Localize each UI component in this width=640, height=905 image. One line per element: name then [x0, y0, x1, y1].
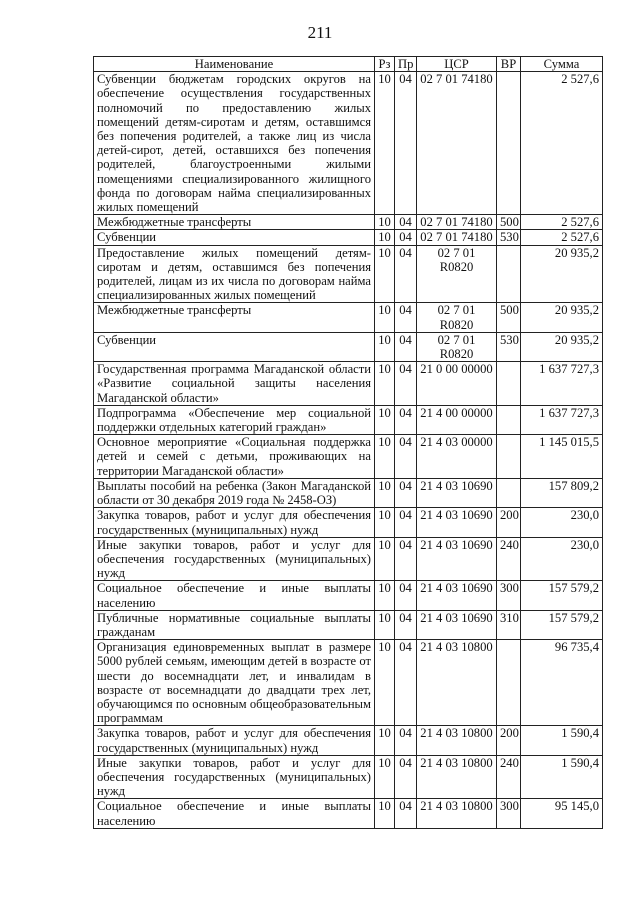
row-csr: 21 4 03 10800 [417, 640, 497, 726]
row-pr: 04 [395, 478, 417, 507]
row-csr: 21 4 03 10690 [417, 508, 497, 537]
row-sum: 230,0 [521, 537, 603, 581]
row-pr: 04 [395, 362, 417, 406]
row-pr: 04 [395, 435, 417, 479]
table-row [94, 72, 603, 215]
header-pr: Пр [395, 57, 417, 72]
row-name: Организация единовременных выплат в размере 5000 рублей семьям, имеющим детей в возрасте от шести до восемнадцати лет, и инвалидам в возрасте от восемнадцати до двадцати трех лет, обучающимся по основным общеобразовательным программам [94, 640, 375, 726]
row-sum: 2 527,6 [521, 230, 603, 245]
row-pr: 04 [395, 581, 417, 610]
row-csr: 21 4 03 10690 [417, 610, 497, 639]
row-sum: 20 935,2 [521, 303, 603, 332]
row-rz: 10 [375, 230, 395, 245]
row-vr [497, 478, 521, 507]
row-pr: 04 [395, 405, 417, 434]
row-csr: 02 7 01 74180 [417, 72, 497, 215]
row-pr: 04 [395, 755, 417, 799]
table-row [94, 332, 603, 361]
row-rz: 10 [375, 799, 395, 828]
table-row [94, 755, 603, 799]
row-vr [497, 435, 521, 479]
row-pr: 04 [395, 215, 417, 230]
header-rz: Рз [375, 57, 395, 72]
table-row [94, 405, 603, 434]
row-vr [497, 362, 521, 406]
row-pr: 04 [395, 610, 417, 639]
row-vr: 200 [497, 726, 521, 755]
row-csr: 21 0 00 00000 [417, 362, 497, 406]
row-name: Субвенции [94, 230, 375, 245]
page-number: 211 [307, 23, 333, 42]
row-pr: 04 [395, 508, 417, 537]
row-sum: 1 637 727,3 [521, 362, 603, 406]
table-row [94, 230, 603, 245]
row-sum: 1 145 015,5 [521, 435, 603, 479]
row-rz: 10 [375, 726, 395, 755]
row-vr: 500 [497, 215, 521, 230]
row-name: Иные закупки товаров, работ и услуг для обеспечения государственных (муниципальных) нужд [94, 755, 375, 799]
row-pr: 04 [395, 245, 417, 303]
row-sum: 157 579,2 [521, 610, 603, 639]
table-row [94, 303, 603, 332]
table-row [94, 215, 603, 230]
row-rz: 10 [375, 405, 395, 434]
row-pr: 04 [395, 332, 417, 361]
row-vr: 300 [497, 581, 521, 610]
row-pr: 04 [395, 640, 417, 726]
table-row [94, 245, 603, 303]
row-sum: 96 735,4 [521, 640, 603, 726]
row-rz: 10 [375, 508, 395, 537]
row-rz: 10 [375, 332, 395, 361]
row-vr: 310 [497, 610, 521, 639]
row-name: Закупка товаров, работ и услуг для обеспечения государственных (муниципальных) нужд [94, 508, 375, 537]
row-rz: 10 [375, 362, 395, 406]
row-csr: 21 4 03 10690 [417, 581, 497, 610]
row-sum: 2 527,6 [521, 215, 603, 230]
row-sum: 1 590,4 [521, 755, 603, 799]
row-csr: 02 7 01 R0820 [417, 303, 497, 332]
row-pr: 04 [395, 537, 417, 581]
row-rz: 10 [375, 581, 395, 610]
table-row [94, 640, 603, 726]
row-sum: 95 145,0 [521, 799, 603, 828]
row-csr: 21 4 03 10800 [417, 726, 497, 755]
row-vr [497, 405, 521, 434]
row-csr: 02 7 01 R0820 [417, 245, 497, 303]
row-vr: 530 [497, 230, 521, 245]
row-name: Предоставление жилых помещений детям-сиротам и детям, оставшимся без попечения родителей, лицам из их числа по договорам найма специализированных жилых помещений [94, 245, 375, 303]
header-vr: ВР [497, 57, 521, 72]
row-csr: 21 4 03 10800 [417, 799, 497, 828]
row-name: Публичные нормативные социальные выплаты гражданам [94, 610, 375, 639]
row-rz: 10 [375, 72, 395, 215]
table-row [94, 362, 603, 406]
row-vr [497, 72, 521, 215]
row-rz: 10 [375, 215, 395, 230]
header-name: Наименование [94, 57, 375, 72]
row-sum: 1 590,4 [521, 726, 603, 755]
row-rz: 10 [375, 478, 395, 507]
row-vr: 240 [497, 755, 521, 799]
row-sum: 1 637 727,3 [521, 405, 603, 434]
table-row [94, 799, 603, 828]
row-csr: 21 4 03 10690 [417, 537, 497, 581]
row-name: Социальное обеспечение и иные выплаты населению [94, 799, 375, 828]
row-name: Закупка товаров, работ и услуг для обеспечения государственных (муниципальных) нужд [94, 726, 375, 755]
row-rz: 10 [375, 640, 395, 726]
row-sum: 2 527,6 [521, 72, 603, 215]
row-name: Социальное обеспечение и иные выплаты населению [94, 581, 375, 610]
row-vr [497, 245, 521, 303]
row-csr: 21 4 00 00000 [417, 405, 497, 434]
row-name: Субвенции бюджетам городских округов на обеспечение осуществления государственных полномочий по предоставлению жилых помещений детям-сиротам и детям, оставшимся без попечения родителей, а также лиц из числа детей-сирот, детей, оставшихся без попечения родителей, благоустроенными жилыми помещениями специализированного жилищного фонда по договорам найма специализированных жилых помещений [94, 72, 375, 215]
row-sum: 157 809,2 [521, 478, 603, 507]
row-csr: 02 7 01 74180 [417, 215, 497, 230]
row-name: Подпрограмма «Обеспечение мер социальной поддержки отдельных категорий граждан» [94, 405, 375, 434]
table-row [94, 610, 603, 639]
row-rz: 10 [375, 303, 395, 332]
row-csr: 02 7 01 R0820 [417, 332, 497, 361]
row-csr: 21 4 03 10800 [417, 755, 497, 799]
row-name: Межбюджетные трансферты [94, 303, 375, 332]
row-sum: 20 935,2 [521, 245, 603, 303]
table-row [94, 537, 603, 581]
row-pr: 04 [395, 726, 417, 755]
table-header-row [94, 57, 603, 72]
row-rz: 10 [375, 755, 395, 799]
budget-table [93, 56, 603, 829]
table-row [94, 581, 603, 610]
row-vr: 240 [497, 537, 521, 581]
row-csr: 21 4 03 10690 [417, 478, 497, 507]
row-pr: 04 [395, 799, 417, 828]
row-pr: 04 [395, 230, 417, 245]
header-csr: ЦСР [417, 57, 497, 72]
row-rz: 10 [375, 245, 395, 303]
row-name: Выплаты пособий на ребенка (Закон Магаданской области от 30 декабря 2019 года № 2458-ОЗ) [94, 478, 375, 507]
row-name: Государственная программа Магаданской области «Развитие социальной защиты населения Магаданской области» [94, 362, 375, 406]
row-csr: 21 4 03 00000 [417, 435, 497, 479]
row-pr: 04 [395, 72, 417, 215]
row-name: Межбюджетные трансферты [94, 215, 375, 230]
row-name: Субвенции [94, 332, 375, 361]
table-row [94, 435, 603, 479]
row-pr: 04 [395, 303, 417, 332]
row-vr: 300 [497, 799, 521, 828]
row-vr: 530 [497, 332, 521, 361]
row-sum: 230,0 [521, 508, 603, 537]
table-row [94, 508, 603, 537]
table-row [94, 478, 603, 507]
row-csr: 02 7 01 74180 [417, 230, 497, 245]
table-row [94, 726, 603, 755]
row-rz: 10 [375, 610, 395, 639]
header-sum: Сумма [521, 57, 603, 72]
row-vr [497, 640, 521, 726]
row-rz: 10 [375, 435, 395, 479]
row-vr: 500 [497, 303, 521, 332]
row-name: Основное мероприятие «Социальная поддержка детей и семей с детьми, проживающих на территории Магаданской области» [94, 435, 375, 479]
row-sum: 20 935,2 [521, 332, 603, 361]
row-name: Иные закупки товаров, работ и услуг для обеспечения государственных (муниципальных) нужд [94, 537, 375, 581]
row-vr: 200 [497, 508, 521, 537]
row-rz: 10 [375, 537, 395, 581]
row-sum: 157 579,2 [521, 581, 603, 610]
